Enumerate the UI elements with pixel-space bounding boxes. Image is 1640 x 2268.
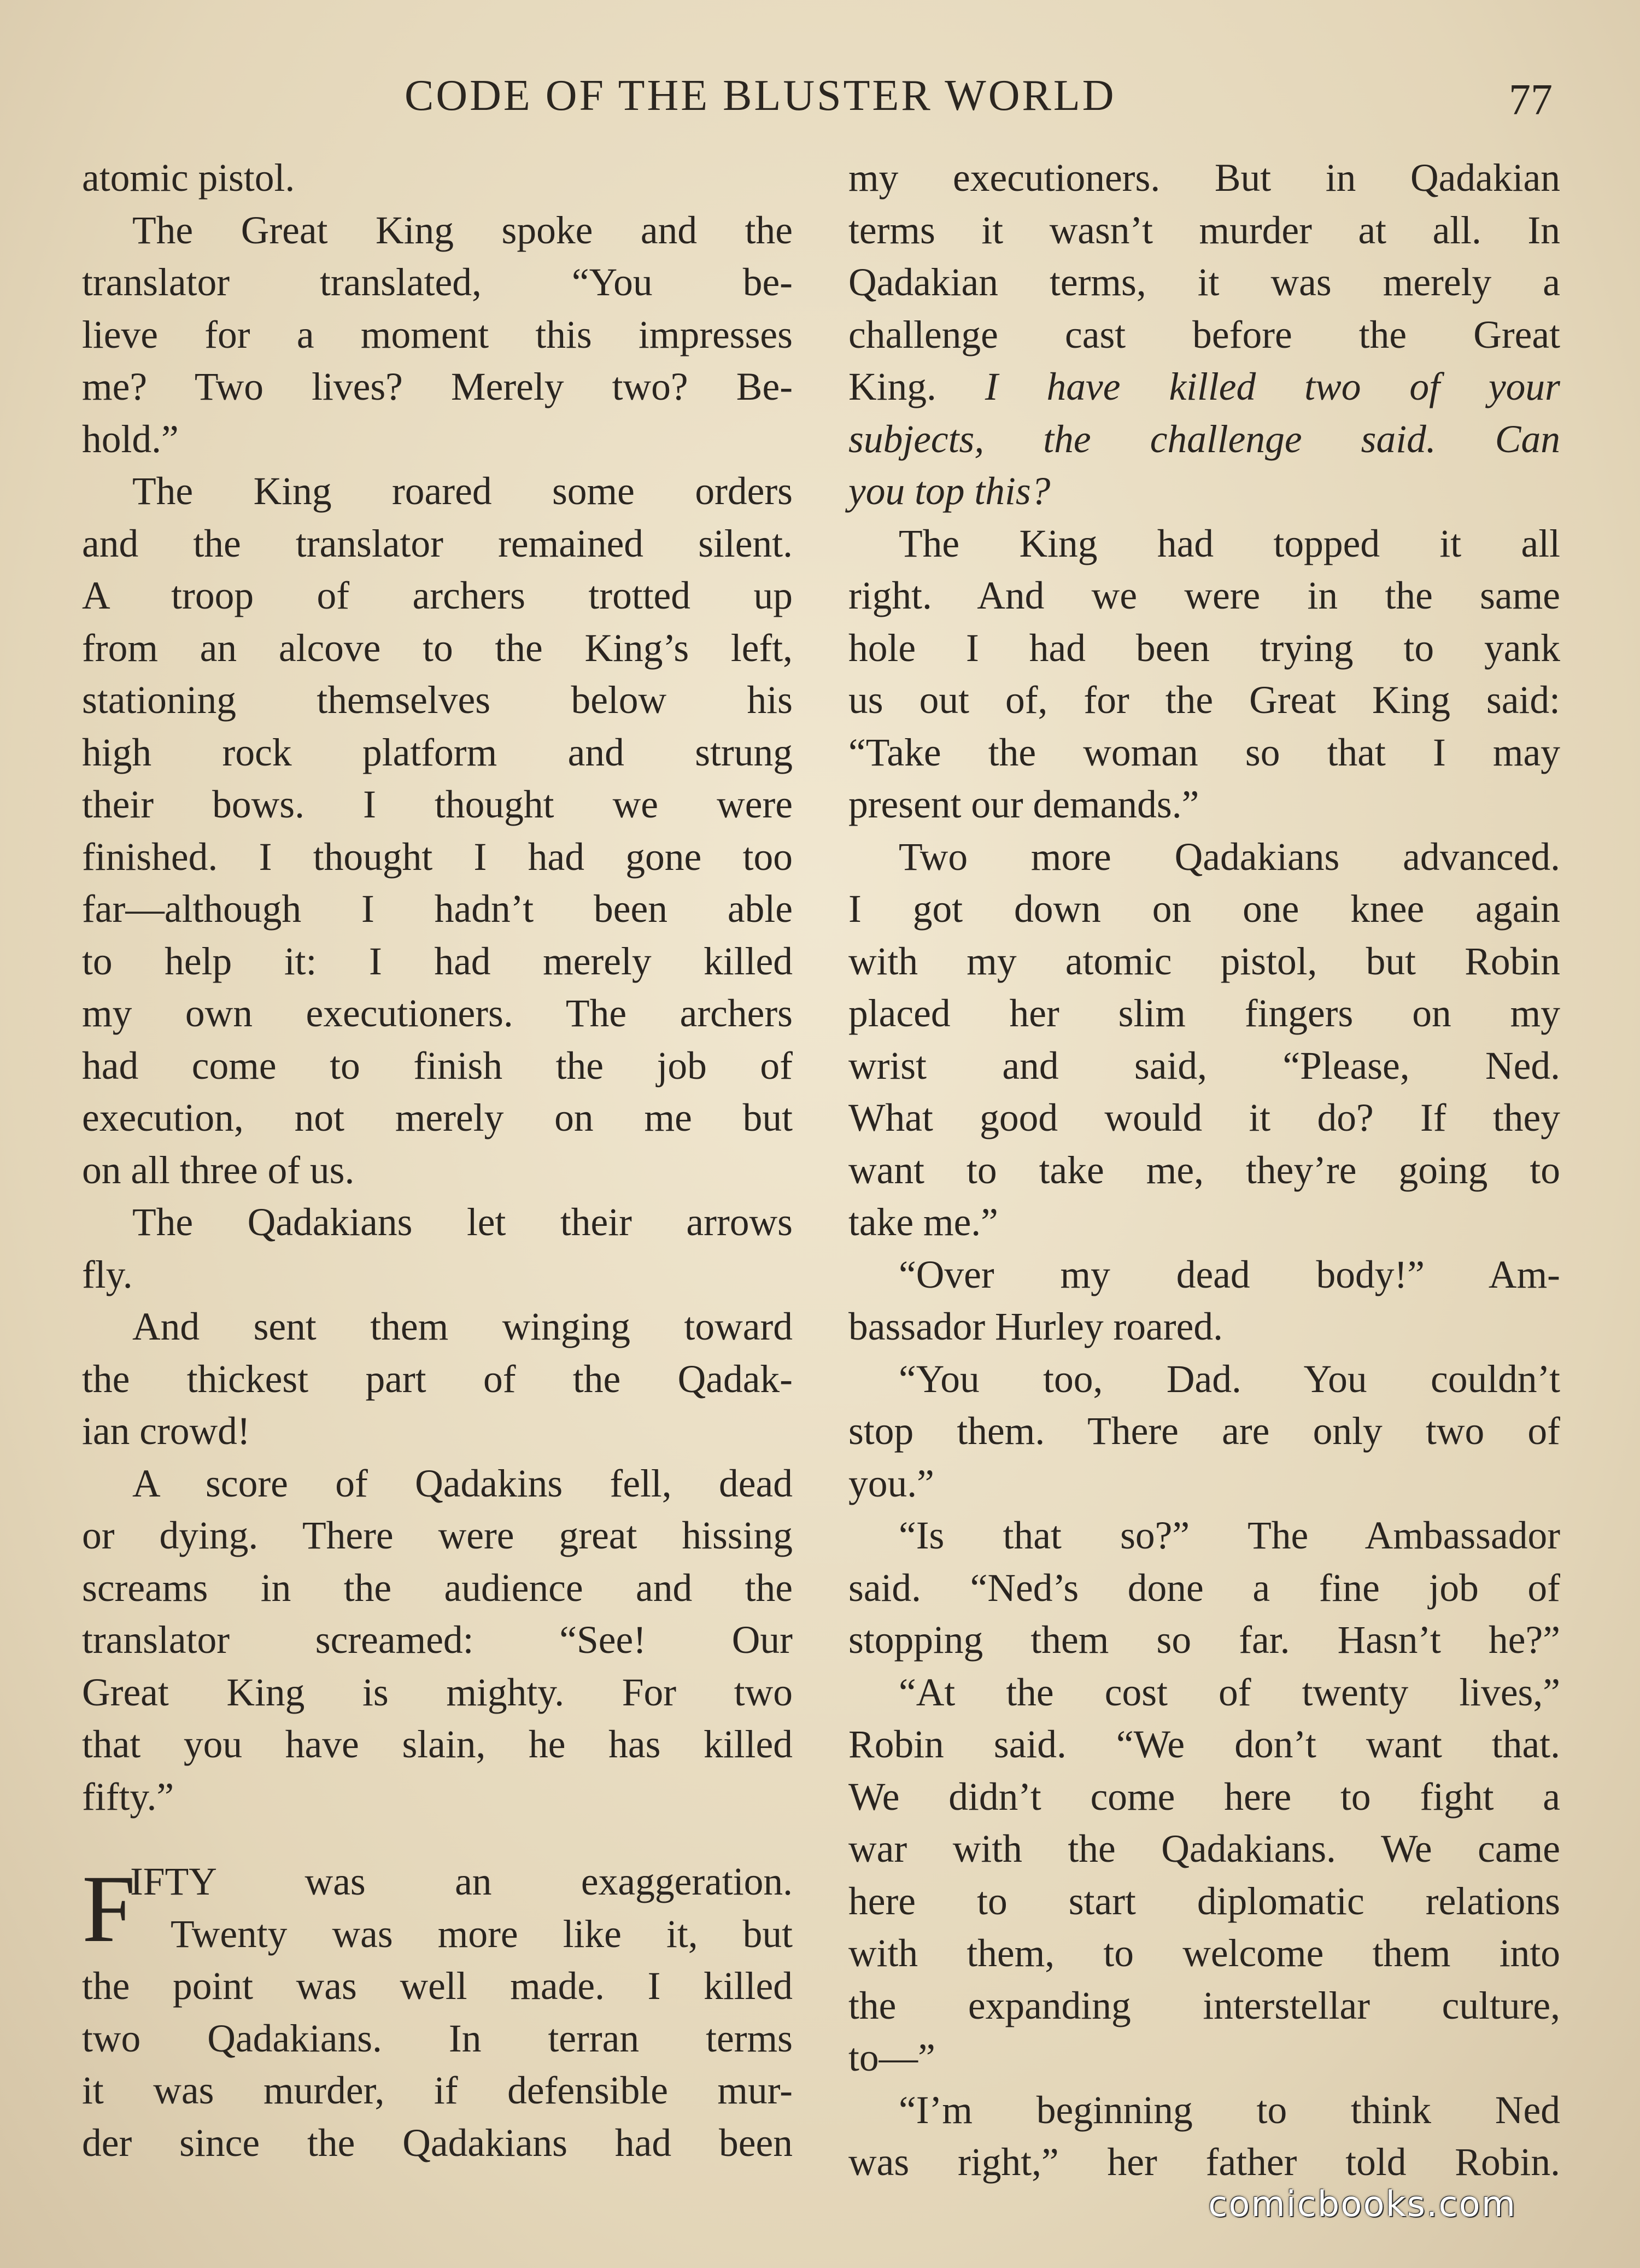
text-line: my executioners. But in Qadakian: [848, 156, 1560, 200]
text-line: war with the Qadakians. We came: [848, 1827, 1560, 1870]
text-line: execution, not merely on me but: [82, 1096, 793, 1139]
text-line: placed her slim fingers on my: [848, 992, 1560, 1035]
text-line: der since the Qadakians had been: [82, 2121, 793, 2165]
text-line-italic: you top this?: [848, 470, 1051, 513]
text-line: wrist and said, “Please, Ned.: [848, 1044, 1560, 1088]
right-column: [848, 152, 1560, 2189]
text-line: on all three of us.: [82, 1148, 355, 1192]
text-line: stopping them so far. Hasn’t he?”: [848, 1618, 1560, 1662]
text-line: to help it: I had merely killed: [82, 939, 793, 983]
text-line: lieve for a moment this impresses: [82, 313, 793, 356]
text-line: Twenty was more like it, but: [171, 1912, 793, 1956]
text-line: A score of Qadakins fell, dead: [132, 1462, 793, 1505]
text-line: two Qadakians. In terran terms: [82, 2016, 793, 2060]
text-line: with them, to welcome them into: [848, 1932, 1560, 1975]
text-line: “Over my dead body!” Am-: [899, 1253, 1560, 1296]
text-line: present our demands.”: [848, 783, 1199, 826]
text-line: fly.: [82, 1253, 133, 1296]
text-line: take me.”: [848, 1201, 998, 1244]
dropcap-paragraph: [82, 1856, 793, 1960]
text-line: And sent them winging toward: [132, 1305, 793, 1348]
text-line: hold.”: [82, 417, 179, 461]
text-line: A troop of archers trotted up: [82, 574, 793, 617]
text-line: The Qadakians let their arrows: [132, 1201, 793, 1244]
text-line: “You too, Dad. You couldn’t: [899, 1357, 1560, 1401]
text-line: The King roared some orders: [132, 470, 793, 513]
watermark-text: comicbooks.com: [1208, 2184, 1517, 2225]
text-line: right. And we were in the same: [848, 574, 1560, 617]
section-break: [82, 1823, 793, 1856]
text-line: “Is that so?” The Ambassador: [899, 1514, 1560, 1557]
text-line: the expanding interstellar culture,: [848, 1984, 1560, 2027]
text-line: finished. I thought I had gone too: [82, 835, 793, 879]
text-line: it was murder, if defensible mur-: [82, 2069, 793, 2112]
text-line: I got down on one knee again: [848, 887, 1560, 931]
text-line: you.”: [848, 1462, 934, 1505]
page-header: [0, 71, 1640, 131]
text-line: high rock platform and strung: [82, 730, 793, 774]
text-line: “Take the woman so that I may: [848, 730, 1560, 774]
text-line: far—although I hadn’t been able: [82, 887, 793, 931]
text-line: hole I had been trying to yank: [848, 626, 1560, 670]
text-line: the thickest part of the Qadak-: [82, 1357, 793, 1401]
text-line: or dying. There were great hissing: [82, 1514, 793, 1557]
text-line: their bows. I thought we were: [82, 783, 793, 826]
text-line: Great King is mighty. For two: [82, 1670, 793, 1714]
text-line: ian crowd!: [82, 1410, 250, 1453]
text-line: The Great King spoke and the: [132, 208, 793, 252]
text-line-mixed-italic: [848, 361, 1560, 413]
text-line: to—”: [848, 2036, 935, 2079]
text-line: had come to finish the job of: [82, 1044, 793, 1088]
left-column: [82, 152, 793, 2169]
text-line: challenge cast before the Great: [848, 313, 1560, 356]
text-line: We didn’t come here to fight a: [848, 1775, 1560, 1819]
text-span-italic: I have killed two of your: [985, 365, 1561, 408]
text-line: want to take me, they’re going to: [848, 1148, 1560, 1192]
text-line: stop them. There are only two of: [848, 1410, 1560, 1453]
text-line: the point was well made. I killed: [82, 1965, 793, 2008]
text-line: my own executioners. The archers: [82, 992, 793, 1035]
text-line: “At the cost of twenty lives,”: [899, 1670, 1560, 1714]
text-line: translator screamed: “See! Our: [82, 1618, 793, 1662]
page-number: 77: [1509, 76, 1553, 124]
text-line: The King had topped it all: [899, 522, 1560, 565]
text-line: “I’m beginning to think Ned: [899, 2088, 1560, 2132]
text-line: Two more Qadakians advanced.: [899, 835, 1560, 879]
text-line: and the translator remained silent.: [82, 522, 793, 565]
text-line: said. “Ned’s done a fine job of: [848, 1566, 1560, 1610]
text-line: Robin said. “We don’t want that.: [848, 1723, 1560, 1766]
running-title: CODE OF THE BLUSTER WORLD: [405, 72, 1116, 120]
text-line: atomic pistol.: [82, 156, 295, 200]
text-line: IFTY was an exaggeration.: [130, 1860, 793, 1903]
dropcap-letter: F: [82, 1856, 136, 1962]
text-line-italic: subjects, the challenge said. Can: [848, 417, 1560, 461]
text-line: fifty.”: [82, 1775, 174, 1819]
text-line: that you have slain, he has killed: [82, 1723, 793, 1766]
text-span: [848, 365, 1560, 408]
text-span-upright: King.: [848, 365, 985, 408]
text-line: here to start diplomatic relations: [848, 1879, 1560, 1923]
text-line: us out of, for the Great King said:: [848, 679, 1560, 722]
text-line: from an alcove to the King’s left,: [82, 626, 793, 670]
text-line: was right,” her father told Robin.: [848, 2141, 1560, 2184]
text-line: screams in the audience and the: [82, 1566, 793, 1610]
text-line: me? Two lives? Merely two? Be-: [82, 365, 793, 408]
text-line: Qadakian terms, it was merely a: [848, 261, 1560, 304]
text-line: translator translated, “You be-: [82, 261, 793, 304]
text-line: with my atomic pistol, but Robin: [848, 939, 1560, 983]
text-line: stationing themselves below his: [82, 679, 793, 722]
text-line: What good would it do? If they: [848, 1096, 1560, 1139]
text-line: terms it wasn’t murder at all. In: [848, 208, 1560, 252]
text-line: bassador Hurley roared.: [848, 1305, 1223, 1348]
